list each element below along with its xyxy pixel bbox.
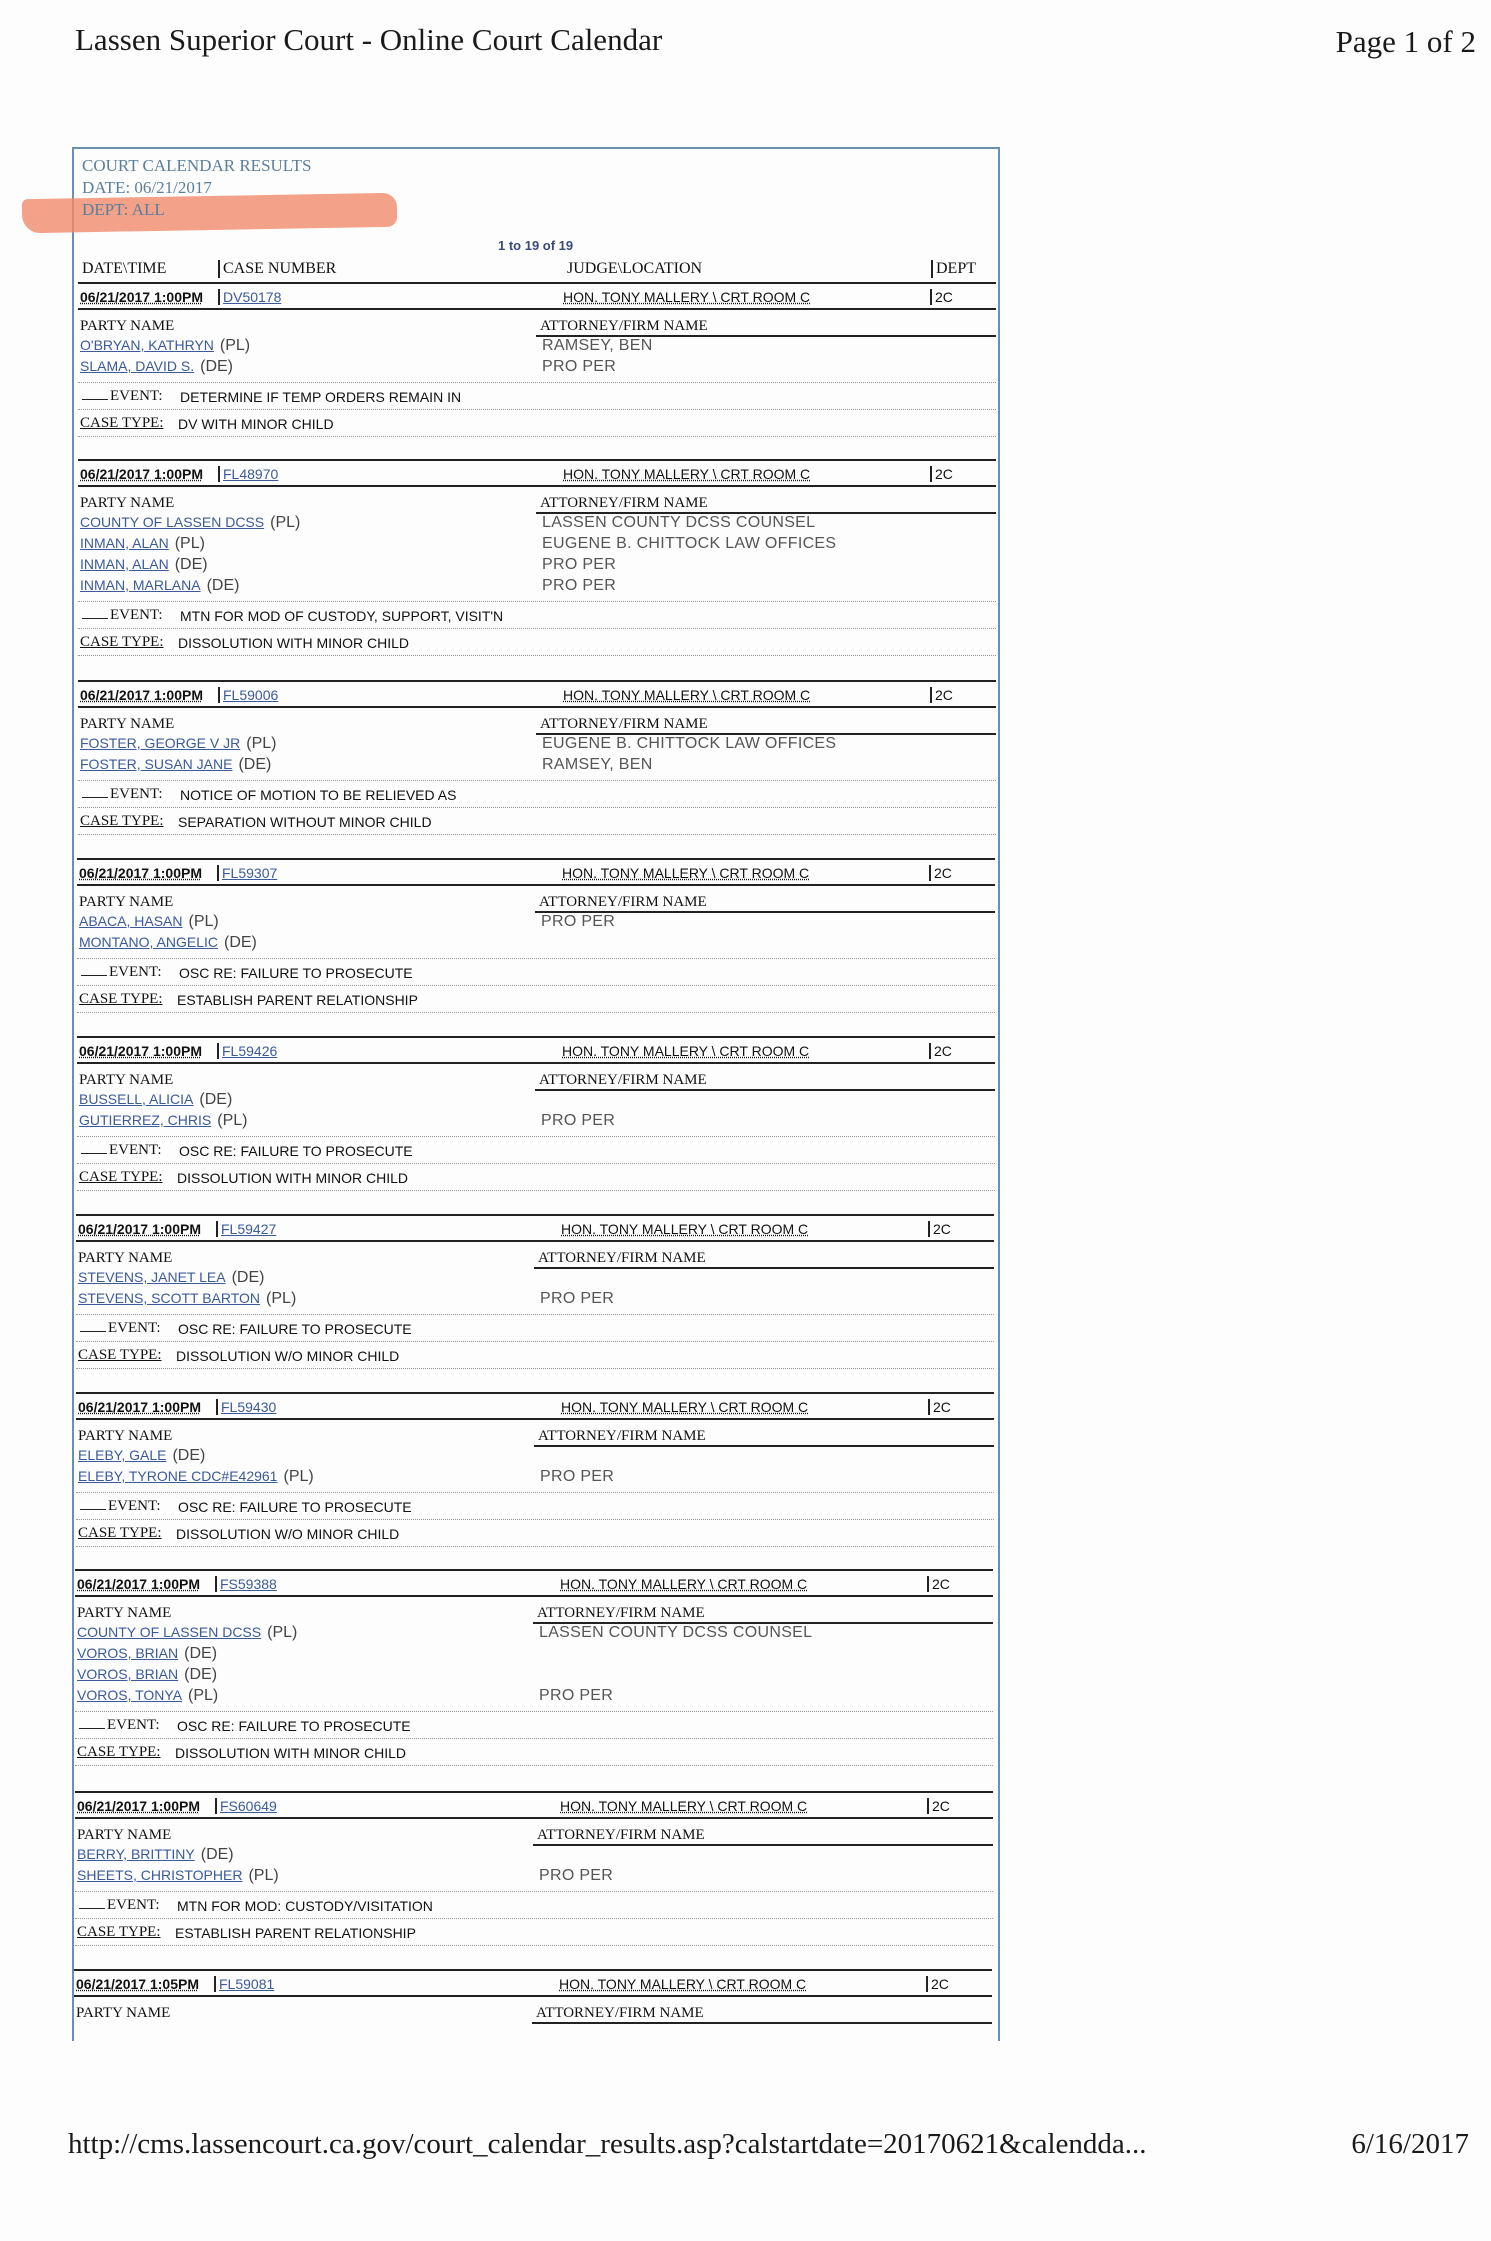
- case-dept: 2C: [928, 1399, 951, 1415]
- event-label: [80, 1320, 161, 1337]
- party-name-link[interactable]: STEVENS, SCOTT BARTON: [78, 1290, 261, 1306]
- case-type-label: CASE TYPE:: [79, 991, 163, 1007]
- case-dept: 2C: [929, 865, 952, 881]
- party-name-link[interactable]: ABACA, HASAN: [79, 913, 183, 929]
- case-entry: [78, 463, 996, 656]
- attorney-label: ATTORNEY/FIRM NAME: [540, 495, 708, 511]
- case-dept: 2C: [926, 1976, 949, 1992]
- party-name: [80, 577, 239, 595]
- case-type-value: DISSOLUTION WITH MINOR CHILD: [175, 1745, 407, 1761]
- summary-heading: COURT CALENDAR RESULTS: [82, 156, 312, 175]
- party-name: [79, 913, 219, 931]
- party-name-link[interactable]: VOROS, BRIAN: [77, 1666, 179, 1682]
- case-type-label: CASE TYPE:: [79, 1169, 163, 1185]
- event-value: OSC RE: FAILURE TO PROSECUTE: [178, 1499, 412, 1515]
- party-row: [78, 513, 996, 534]
- case-type-label: CASE TYPE:: [78, 1525, 162, 1541]
- event-label-text: EVENT:: [107, 1897, 160, 1913]
- party-name-link[interactable]: COUNTY OF LASSEN DCSS: [77, 1624, 262, 1640]
- case-datetime: 06/21/2017 1:00PM: [80, 687, 203, 703]
- party-row: [78, 576, 996, 597]
- party-name: [78, 1290, 296, 1308]
- case-type-value: ESTABLISH PARENT RELATIONSHIP: [175, 1925, 416, 1941]
- case-entry: [78, 286, 996, 437]
- case-number-link[interactable]: FL59006: [218, 687, 278, 703]
- event-label: [81, 1142, 162, 1159]
- party-name-link[interactable]: GUTIERREZ, CHRIS: [79, 1112, 212, 1128]
- party-row: [77, 933, 995, 954]
- case-type-row: [77, 1163, 995, 1191]
- case-type-value: DISSOLUTION W/O MINOR CHILD: [176, 1348, 400, 1364]
- party-name: [78, 1447, 205, 1465]
- attorney-label: ATTORNEY/FIRM NAME: [536, 2005, 704, 2021]
- case-judge-location: HON. TONY MALLERY \ CRT ROOM C: [560, 1798, 808, 1814]
- party-header-row: [74, 2003, 992, 2023]
- case-header-row: [74, 1973, 992, 1997]
- party-name: [80, 514, 300, 532]
- event-value: MTN FOR MOD: CUSTODY/VISITATION: [177, 1898, 433, 1914]
- case-header-row: [77, 1040, 995, 1064]
- party-role: (PL): [266, 1290, 297, 1307]
- party-row: [75, 1665, 993, 1686]
- case-judge-location: HON. TONY MALLERY \ CRT ROOM C: [562, 1043, 810, 1059]
- event-label: [82, 607, 163, 624]
- case-number-link[interactable]: FS60649: [215, 1798, 277, 1814]
- party-header-row: [76, 1426, 994, 1446]
- party-role: (DE): [200, 1846, 234, 1863]
- attorney-name: LASSEN COUNTY DCSS COUNSEL: [542, 514, 816, 531]
- case-type-row: [76, 1519, 994, 1547]
- attorney-name: RAMSEY, BEN: [542, 756, 653, 773]
- party-list: [77, 1090, 995, 1132]
- party-name-label: PARTY NAME: [80, 318, 175, 334]
- party-name: [80, 535, 205, 553]
- case-dept: 2C: [930, 466, 953, 482]
- attorney-name: EUGENE B. CHITTOCK LAW OFFICES: [542, 735, 837, 752]
- party-role: (PL): [246, 735, 277, 752]
- party-name-link[interactable]: ELEBY, GALE: [78, 1447, 167, 1463]
- party-name-label: PARTY NAME: [77, 1827, 172, 1843]
- event-label: [80, 1498, 161, 1515]
- party-name-link[interactable]: BERRY, BRITTINY: [77, 1846, 195, 1862]
- attorney-name: EUGENE B. CHITTOCK LAW OFFICES: [542, 535, 837, 552]
- party-list: [78, 513, 996, 597]
- party-name: [78, 1468, 314, 1486]
- attorney-label: ATTORNEY/FIRM NAME: [538, 1428, 706, 1444]
- case-type-label: CASE TYPE:: [77, 1744, 161, 1760]
- col-datetime: DATE\TIME: [82, 260, 167, 277]
- party-list: [76, 1446, 994, 1488]
- party-role: (DE): [199, 1091, 233, 1108]
- party-role: (PL): [174, 535, 205, 552]
- attorney-label: ATTORNEY/FIRM NAME: [539, 894, 707, 910]
- party-name: [80, 556, 208, 574]
- event-value: OSC RE: FAILURE TO PROSECUTE: [178, 1321, 412, 1337]
- case-datetime: 06/21/2017 1:00PM: [80, 289, 203, 305]
- case-number-link[interactable]: FL48970: [218, 466, 278, 482]
- case-dept: 2C: [929, 1043, 952, 1059]
- attorney-label: ATTORNEY/FIRM NAME: [538, 1250, 706, 1266]
- case-number-link[interactable]: FS59388: [215, 1576, 277, 1592]
- party-role: (DE): [223, 934, 257, 951]
- party-row: [78, 534, 996, 555]
- event-row: [78, 601, 996, 628]
- event-label-text: EVENT:: [108, 1498, 161, 1514]
- case-entry: [76, 1396, 994, 1547]
- case-number-link[interactable]: DV50178: [218, 289, 281, 305]
- party-name-link[interactable]: COUNTY OF LASSEN DCSS: [80, 514, 265, 530]
- party-name-link[interactable]: INMAN, MARLANA: [80, 577, 201, 593]
- party-role: (DE): [172, 1447, 206, 1464]
- party-header-row: [75, 1603, 993, 1623]
- party-name-label: PARTY NAME: [79, 894, 174, 910]
- party-role: (DE): [238, 756, 272, 773]
- case-type-row: [76, 1341, 994, 1369]
- attorney-name: PRO PER: [539, 1867, 614, 1884]
- party-name-label: PARTY NAME: [80, 495, 175, 511]
- attorney-label: ATTORNEY/FIRM NAME: [537, 1605, 705, 1621]
- attorney-name: PRO PER: [542, 556, 617, 573]
- footer-url: http://cms.lassencourt.ca.gov/court_calendar_results.asp?calstartdate=20170621&calendda...: [68, 2128, 1147, 2160]
- event-label: [79, 1717, 160, 1734]
- case-entry: [75, 1573, 993, 1766]
- party-row: [75, 1845, 993, 1866]
- party-role: (PL): [188, 913, 219, 930]
- event-row: [78, 382, 996, 409]
- party-name-label: PARTY NAME: [76, 2005, 171, 2021]
- case-number-link[interactable]: FL59307: [217, 865, 277, 881]
- case-judge-location: HON. TONY MALLERY \ CRT ROOM C: [561, 1399, 809, 1415]
- event-value: DETERMINE IF TEMP ORDERS REMAIN IN: [180, 389, 462, 405]
- case-datetime: 06/21/2017 1:00PM: [79, 1043, 202, 1059]
- party-name-link[interactable]: O'BRYAN, KATHRYN: [80, 337, 214, 353]
- case-type-label: CASE TYPE:: [77, 1924, 161, 1940]
- case-type-value: ESTABLISH PARENT RELATIONSHIP: [177, 992, 418, 1008]
- case-entry: [77, 862, 995, 1013]
- event-label: [81, 964, 162, 981]
- party-row: [77, 1111, 995, 1132]
- col-dept: DEPT: [931, 260, 976, 278]
- party-name: [80, 735, 276, 753]
- col-case-number: CASE NUMBER: [218, 260, 336, 278]
- case-datetime: 06/21/2017 1:00PM: [77, 1576, 200, 1592]
- case-type-row: [78, 409, 996, 437]
- case-datetime: 06/21/2017 1:05PM: [76, 1976, 199, 1992]
- case-type-row: [78, 807, 996, 835]
- case-type-value: DISSOLUTION WITH MINOR CHILD: [178, 635, 410, 651]
- party-row: [76, 1467, 994, 1488]
- case-entry: [74, 1973, 992, 2023]
- case-header-row: [76, 1396, 994, 1420]
- event-label-text: EVENT:: [109, 964, 162, 980]
- party-name: [77, 1867, 279, 1885]
- party-name: [80, 756, 271, 774]
- event-label: [79, 1897, 160, 1914]
- party-role: (PL): [283, 1468, 314, 1485]
- case-entry: [77, 1040, 995, 1191]
- case-type-row: [77, 985, 995, 1013]
- case-header-row: [75, 1573, 993, 1597]
- party-role: (PL): [217, 1112, 248, 1129]
- event-value: OSC RE: FAILURE TO PROSECUTE: [179, 965, 413, 981]
- party-role: (PL): [267, 1624, 298, 1641]
- party-list: [75, 1845, 993, 1887]
- results-range: 1 to 19 of 19: [498, 238, 574, 253]
- case-judge-location: HON. TONY MALLERY \ CRT ROOM C: [560, 1576, 808, 1592]
- party-name-link[interactable]: BUSSELL, ALICIA: [79, 1091, 194, 1107]
- case-header-row: [77, 862, 995, 886]
- case-datetime: 06/21/2017 1:00PM: [79, 865, 202, 881]
- party-name: [78, 1269, 264, 1287]
- case-dept: 2C: [930, 289, 953, 305]
- party-name-link[interactable]: VOROS, BRIAN: [77, 1645, 179, 1661]
- party-name-link[interactable]: SHEETS, CHRISTOPHER: [77, 1867, 243, 1883]
- party-row: [78, 336, 996, 357]
- party-row: [78, 555, 996, 576]
- case-judge-location: HON. TONY MALLERY \ CRT ROOM C: [562, 865, 810, 881]
- party-role: (DE): [184, 1666, 218, 1683]
- case-header-row: [78, 684, 996, 708]
- case-type-value: DV WITH MINOR CHILD: [178, 416, 334, 432]
- party-role: (PL): [219, 337, 251, 354]
- party-list: [78, 734, 996, 776]
- case-entry: [75, 1795, 993, 1946]
- case-entry: [76, 1218, 994, 1369]
- party-role: (DE): [174, 556, 208, 573]
- party-list: [75, 1623, 993, 1707]
- attorney-name: PRO PER: [540, 1290, 615, 1307]
- event-label-text: EVENT:: [110, 786, 163, 802]
- case-datetime: 06/21/2017 1:00PM: [78, 1399, 201, 1415]
- case-type-label: CASE TYPE:: [78, 1347, 162, 1363]
- event-label-text: EVENT:: [109, 1142, 162, 1158]
- party-row: [78, 755, 996, 776]
- party-name-link[interactable]: VOROS, TONYA: [77, 1687, 183, 1703]
- party-role: (DE): [184, 1645, 218, 1662]
- case-dept: 2C: [927, 1576, 950, 1592]
- party-name-link[interactable]: INMAN, ALAN: [80, 556, 169, 572]
- case-type-value: DISSOLUTION W/O MINOR CHILD: [176, 1526, 400, 1542]
- party-list: [77, 912, 995, 954]
- party-header-row: [77, 1070, 995, 1090]
- case-dept: 2C: [928, 1221, 951, 1237]
- party-name: [79, 1112, 247, 1130]
- party-row: [78, 357, 996, 378]
- party-header-row: [75, 1825, 993, 1845]
- attorney-label: ATTORNEY/FIRM NAME: [540, 716, 708, 732]
- summary-block: [82, 155, 311, 221]
- case-judge-location: HON. TONY MALLERY \ CRT ROOM C: [559, 1976, 807, 1992]
- party-name: [80, 337, 250, 355]
- event-row: [78, 780, 996, 807]
- attorney-label: ATTORNEY/FIRM NAME: [540, 318, 708, 334]
- party-row: [75, 1866, 993, 1887]
- party-row: [75, 1686, 993, 1707]
- attorney-label: ATTORNEY/FIRM NAME: [539, 1072, 707, 1088]
- party-row: [75, 1623, 993, 1644]
- event-value: OSC RE: FAILURE TO PROSECUTE: [177, 1718, 411, 1734]
- party-name-label: PARTY NAME: [77, 1605, 172, 1621]
- party-name-link[interactable]: MONTANO, ANGELIC: [79, 934, 218, 950]
- attorney-name: PRO PER: [542, 577, 617, 594]
- case-datetime: 06/21/2017 1:00PM: [77, 1798, 200, 1814]
- case-number-link[interactable]: FL59426: [217, 1043, 277, 1059]
- party-name-link[interactable]: ELEBY, TYRONE CDC#E42961: [78, 1468, 278, 1484]
- case-type-row: [78, 628, 996, 656]
- party-name: [77, 1846, 234, 1864]
- party-role: (PL): [248, 1867, 279, 1884]
- case-number-link[interactable]: FL59430: [216, 1399, 276, 1415]
- event-value: NOTICE OF MOTION TO BE RELIEVED AS: [180, 787, 457, 803]
- party-role: (PL): [270, 514, 301, 531]
- case-header-row: [76, 1218, 994, 1242]
- party-role: (DE): [200, 358, 233, 375]
- case-dept: 2C: [930, 687, 953, 703]
- attorney-label: ATTORNEY/FIRM NAME: [537, 1827, 705, 1843]
- event-label-text: EVENT:: [107, 1717, 160, 1733]
- party-header-row: [78, 714, 996, 734]
- event-row: [75, 1891, 993, 1918]
- party-name: [79, 934, 257, 952]
- event-row: [76, 1314, 994, 1341]
- case-header-row: [75, 1795, 993, 1819]
- case-type-value: SEPARATION WITHOUT MINOR CHILD: [178, 814, 432, 830]
- party-name: [79, 1091, 232, 1109]
- party-name: [77, 1645, 217, 1663]
- party-header-row: [77, 892, 995, 912]
- attorney-name: LASSEN COUNTY DCSS COUNSEL: [539, 1624, 813, 1641]
- event-row: [76, 1492, 994, 1519]
- party-name-label: PARTY NAME: [79, 1072, 174, 1088]
- case-header-row: [78, 286, 996, 310]
- attorney-name: PRO PER: [541, 913, 616, 930]
- party-row: [75, 1644, 993, 1665]
- case-dept: 2C: [927, 1798, 950, 1814]
- party-name: [77, 1624, 297, 1642]
- party-name-label: PARTY NAME: [78, 1250, 173, 1266]
- party-name-label: PARTY NAME: [80, 716, 175, 732]
- summary-date: DATE: 06/21/2017: [82, 178, 212, 197]
- party-row: [77, 1090, 995, 1111]
- case-type-value: DISSOLUTION WITH MINOR CHILD: [177, 1170, 409, 1186]
- party-name: [77, 1666, 217, 1684]
- party-role: (PL): [188, 1687, 219, 1704]
- party-name-link[interactable]: FOSTER, GEORGE V JR: [80, 735, 241, 751]
- attorney-name: RAMSEY, BEN: [542, 337, 653, 354]
- party-name-link[interactable]: FOSTER, SUSAN JANE: [80, 756, 233, 772]
- case-judge-location: HON. TONY MALLERY \ CRT ROOM C: [563, 687, 811, 703]
- event-row: [75, 1711, 993, 1738]
- party-header-row: [78, 316, 996, 336]
- party-role: (DE): [231, 1269, 265, 1286]
- case-judge-location: HON. TONY MALLERY \ CRT ROOM C: [561, 1221, 809, 1237]
- case-type-row: [75, 1918, 993, 1946]
- col-judge-location: JUDGE\LOCATION: [567, 260, 703, 277]
- party-name-link[interactable]: INMAN, ALAN: [80, 535, 169, 551]
- party-list: [76, 1268, 994, 1310]
- footer-date: 6/16/2017: [1351, 2128, 1469, 2160]
- attorney-name: PRO PER: [539, 1687, 614, 1704]
- party-row: [78, 734, 996, 755]
- case-judge-location: HON. TONY MALLERY \ CRT ROOM C: [563, 466, 811, 482]
- party-row: [76, 1289, 994, 1310]
- party-name: [77, 1687, 218, 1705]
- case-number-link[interactable]: FL59427: [216, 1221, 276, 1237]
- attorney-name: PRO PER: [540, 1468, 615, 1485]
- party-name-label: PARTY NAME: [78, 1428, 173, 1444]
- event-label-text: EVENT:: [108, 1320, 161, 1336]
- attorney-name: PRO PER: [542, 358, 617, 375]
- party-name: [80, 358, 233, 376]
- case-type-label: CASE TYPE:: [80, 634, 164, 650]
- party-header-row: [78, 493, 996, 513]
- event-row: [77, 1136, 995, 1163]
- case-datetime: 06/21/2017 1:00PM: [80, 466, 203, 482]
- party-list: [78, 336, 996, 378]
- event-value: MTN FOR MOD OF CUSTODY, SUPPORT, VISIT'N: [180, 608, 504, 624]
- party-row: [76, 1446, 994, 1467]
- event-label: [82, 786, 163, 803]
- party-row: [76, 1268, 994, 1289]
- case-entry: [78, 684, 996, 835]
- party-row: [77, 912, 995, 933]
- event-label-text: EVENT:: [110, 607, 163, 623]
- party-role: (DE): [206, 577, 240, 594]
- document-title: Lassen Superior Court - Online Court Calendar: [75, 22, 663, 57]
- case-type-label: CASE TYPE:: [80, 813, 164, 829]
- case-datetime: 06/21/2017 1:00PM: [78, 1221, 201, 1237]
- event-row: [77, 958, 995, 985]
- case-number-link[interactable]: FL59081: [214, 1976, 274, 1992]
- event-value: OSC RE: FAILURE TO PROSECUTE: [179, 1143, 413, 1159]
- page-number: Page 1 of 2: [1335, 24, 1476, 59]
- case-judge-location: HON. TONY MALLERY \ CRT ROOM C: [563, 289, 811, 305]
- event-label: [82, 388, 163, 405]
- case-header-row: [78, 463, 996, 487]
- case-type-label: CASE TYPE:: [80, 415, 164, 431]
- case-type-row: [75, 1738, 993, 1766]
- party-name-link[interactable]: STEVENS, JANET LEA: [78, 1269, 226, 1285]
- summary-dept: DEPT: ALL: [82, 200, 165, 219]
- event-label-text: EVENT:: [110, 388, 163, 404]
- column-header-row: [80, 260, 995, 284]
- party-header-row: [76, 1248, 994, 1268]
- attorney-name: PRO PER: [541, 1112, 616, 1129]
- party-name-link[interactable]: SLAMA, DAVID S.: [80, 358, 195, 374]
